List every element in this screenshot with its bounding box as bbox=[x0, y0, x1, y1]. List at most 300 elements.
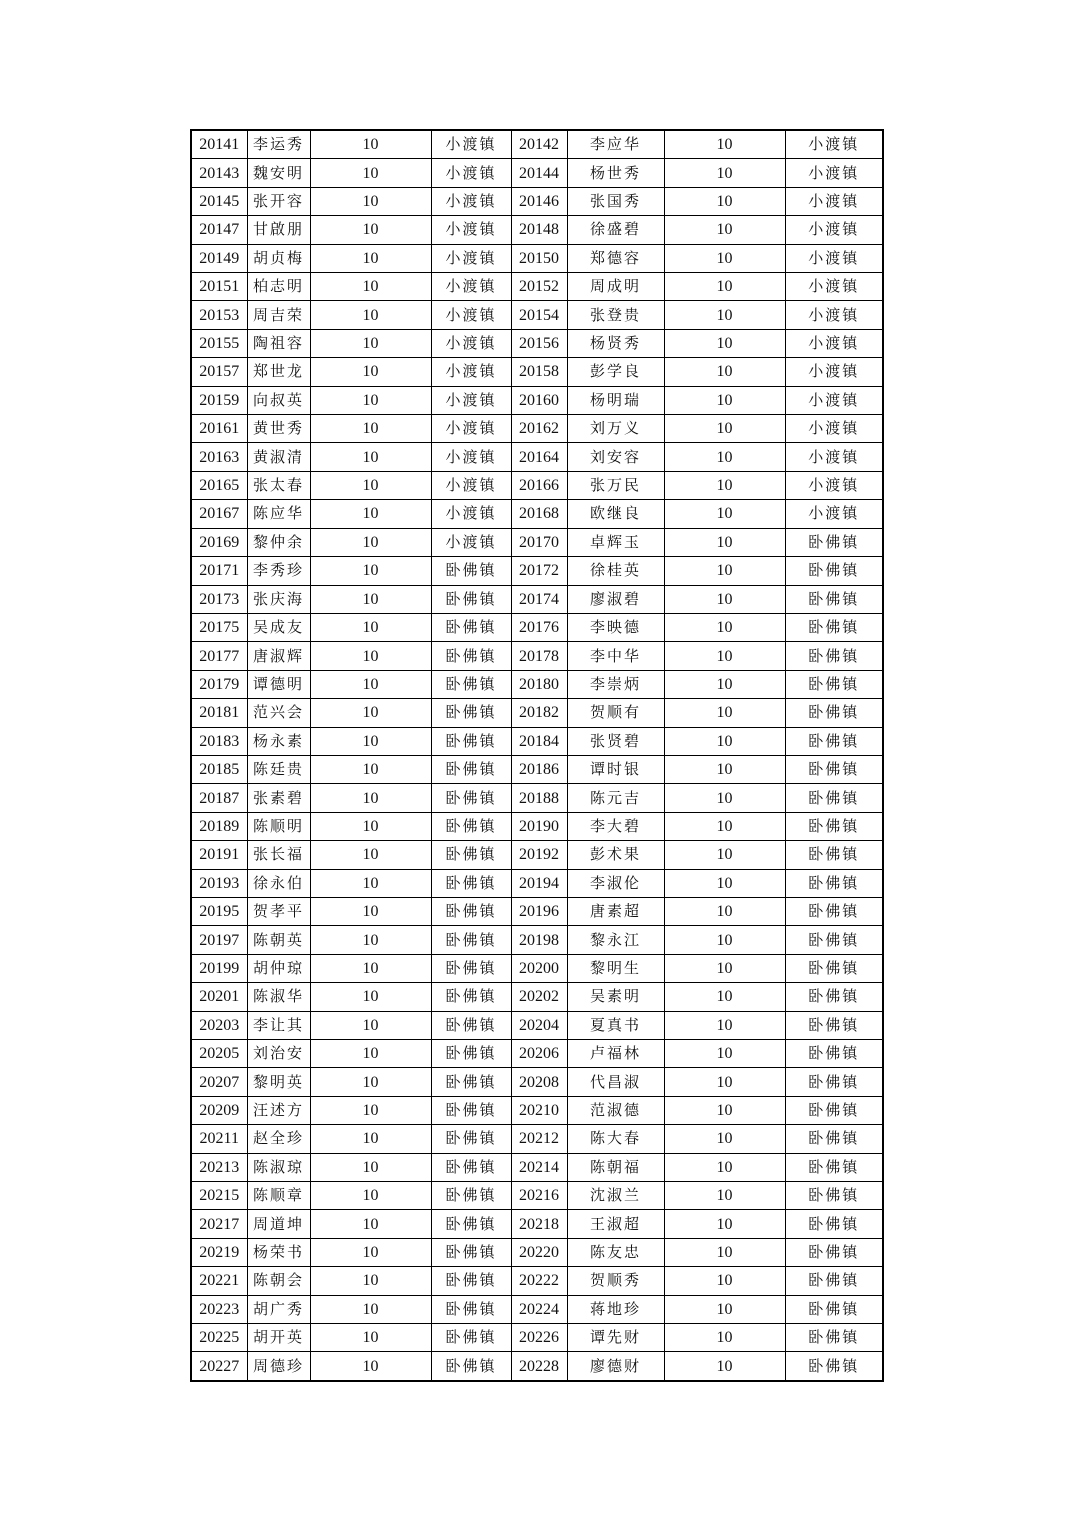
table-row bbox=[191, 1210, 883, 1238]
id-cell: 20143 bbox=[191, 159, 247, 187]
id-cell: 20176 bbox=[511, 613, 567, 641]
id-cell: 20210 bbox=[511, 1096, 567, 1124]
table-row bbox=[191, 187, 883, 215]
name-cell: 张开容 bbox=[247, 187, 310, 215]
amount-cell: 10 bbox=[664, 1153, 785, 1181]
id-cell: 20161 bbox=[191, 415, 247, 443]
name-cell: 王淑超 bbox=[567, 1210, 664, 1238]
amount-cell: 10 bbox=[664, 1040, 785, 1068]
town-cell: 小渡镇 bbox=[785, 329, 883, 357]
name-cell: 沈淑兰 bbox=[567, 1182, 664, 1210]
id-cell: 20157 bbox=[191, 358, 247, 386]
id-cell: 20159 bbox=[191, 386, 247, 414]
id-cell: 20220 bbox=[511, 1238, 567, 1266]
table-row bbox=[191, 358, 883, 386]
town-cell: 卧佛镇 bbox=[431, 1096, 511, 1124]
name-cell: 范淑德 bbox=[567, 1096, 664, 1124]
id-cell: 20207 bbox=[191, 1068, 247, 1096]
table-row bbox=[191, 329, 883, 357]
id-cell: 20177 bbox=[191, 642, 247, 670]
id-cell: 20178 bbox=[511, 642, 567, 670]
amount-cell: 10 bbox=[664, 329, 785, 357]
name-cell: 徐桂英 bbox=[567, 557, 664, 585]
town-cell: 卧佛镇 bbox=[431, 812, 511, 840]
amount-cell: 10 bbox=[310, 273, 431, 301]
amount-cell: 10 bbox=[310, 613, 431, 641]
name-cell: 陈友忠 bbox=[567, 1238, 664, 1266]
amount-cell: 10 bbox=[664, 755, 785, 783]
id-cell: 20194 bbox=[511, 869, 567, 897]
town-cell: 小渡镇 bbox=[431, 301, 511, 329]
town-cell: 卧佛镇 bbox=[785, 954, 883, 982]
table-row bbox=[191, 1182, 883, 1210]
id-cell: 20183 bbox=[191, 727, 247, 755]
name-cell: 赵全珍 bbox=[247, 1125, 310, 1153]
id-cell: 20175 bbox=[191, 613, 247, 641]
town-cell: 卧佛镇 bbox=[431, 1125, 511, 1153]
id-cell: 20142 bbox=[511, 130, 567, 159]
amount-cell: 10 bbox=[664, 841, 785, 869]
id-cell: 20208 bbox=[511, 1068, 567, 1096]
table-row bbox=[191, 443, 883, 471]
name-cell: 贺顺秀 bbox=[567, 1267, 664, 1295]
amount-cell: 10 bbox=[664, 1210, 785, 1238]
id-cell: 20187 bbox=[191, 784, 247, 812]
town-cell: 卧佛镇 bbox=[785, 841, 883, 869]
amount-cell: 10 bbox=[664, 1182, 785, 1210]
town-cell: 卧佛镇 bbox=[431, 699, 511, 727]
name-cell: 黄世秀 bbox=[247, 415, 310, 443]
name-cell: 胡广秀 bbox=[247, 1295, 310, 1323]
amount-cell: 10 bbox=[310, 1352, 431, 1381]
amount-cell: 10 bbox=[310, 1125, 431, 1153]
town-cell: 小渡镇 bbox=[431, 471, 511, 499]
amount-cell: 10 bbox=[664, 273, 785, 301]
town-cell: 卧佛镇 bbox=[431, 670, 511, 698]
id-cell: 20150 bbox=[511, 244, 567, 272]
town-cell: 卧佛镇 bbox=[785, 585, 883, 613]
id-cell: 20182 bbox=[511, 699, 567, 727]
name-cell: 彭术果 bbox=[567, 841, 664, 869]
table-row bbox=[191, 1238, 883, 1266]
id-cell: 20200 bbox=[511, 954, 567, 982]
town-cell: 卧佛镇 bbox=[431, 1210, 511, 1238]
name-cell: 李秀珍 bbox=[247, 557, 310, 585]
amount-cell: 10 bbox=[310, 727, 431, 755]
roster-table bbox=[190, 129, 884, 1382]
id-cell: 20204 bbox=[511, 1011, 567, 1039]
id-cell: 20168 bbox=[511, 500, 567, 528]
name-cell: 贺顺有 bbox=[567, 699, 664, 727]
amount-cell: 10 bbox=[310, 1324, 431, 1352]
town-cell: 小渡镇 bbox=[785, 500, 883, 528]
table-row bbox=[191, 926, 883, 954]
town-cell: 卧佛镇 bbox=[785, 613, 883, 641]
name-cell: 陶祖容 bbox=[247, 329, 310, 357]
name-cell: 周吉荣 bbox=[247, 301, 310, 329]
id-cell: 20158 bbox=[511, 358, 567, 386]
amount-cell: 10 bbox=[664, 415, 785, 443]
id-cell: 20147 bbox=[191, 216, 247, 244]
id-cell: 20201 bbox=[191, 983, 247, 1011]
amount-cell: 10 bbox=[310, 415, 431, 443]
town-cell: 卧佛镇 bbox=[431, 869, 511, 897]
amount-cell: 10 bbox=[664, 1295, 785, 1323]
amount-cell: 10 bbox=[310, 841, 431, 869]
id-cell: 20164 bbox=[511, 443, 567, 471]
name-cell: 谭德明 bbox=[247, 670, 310, 698]
amount-cell: 10 bbox=[664, 130, 785, 159]
amount-cell: 10 bbox=[664, 784, 785, 812]
name-cell: 杨世秀 bbox=[567, 159, 664, 187]
amount-cell: 10 bbox=[664, 1096, 785, 1124]
id-cell: 20196 bbox=[511, 897, 567, 925]
name-cell: 郑德容 bbox=[567, 244, 664, 272]
name-cell: 吴成友 bbox=[247, 613, 310, 641]
amount-cell: 10 bbox=[310, 443, 431, 471]
name-cell: 陈朝英 bbox=[247, 926, 310, 954]
id-cell: 20193 bbox=[191, 869, 247, 897]
id-cell: 20153 bbox=[191, 301, 247, 329]
town-cell: 卧佛镇 bbox=[785, 755, 883, 783]
amount-cell: 10 bbox=[664, 869, 785, 897]
table-row bbox=[191, 897, 883, 925]
amount-cell: 10 bbox=[310, 1210, 431, 1238]
id-cell: 20186 bbox=[511, 755, 567, 783]
table-row bbox=[191, 727, 883, 755]
table-row bbox=[191, 869, 883, 897]
amount-cell: 10 bbox=[310, 784, 431, 812]
town-cell: 小渡镇 bbox=[785, 244, 883, 272]
name-cell: 陈顺章 bbox=[247, 1182, 310, 1210]
name-cell: 唐素超 bbox=[567, 897, 664, 925]
name-cell: 李映德 bbox=[567, 613, 664, 641]
name-cell: 陈朝福 bbox=[567, 1153, 664, 1181]
name-cell: 柏志明 bbox=[247, 273, 310, 301]
id-cell: 20198 bbox=[511, 926, 567, 954]
town-cell: 卧佛镇 bbox=[431, 613, 511, 641]
town-cell: 卧佛镇 bbox=[431, 1267, 511, 1295]
name-cell: 陈大春 bbox=[567, 1125, 664, 1153]
name-cell: 杨荣书 bbox=[247, 1238, 310, 1266]
amount-cell: 10 bbox=[310, 1011, 431, 1039]
town-cell: 卧佛镇 bbox=[785, 897, 883, 925]
amount-cell: 10 bbox=[664, 187, 785, 215]
amount-cell: 10 bbox=[310, 187, 431, 215]
town-cell: 卧佛镇 bbox=[431, 841, 511, 869]
town-cell: 卧佛镇 bbox=[431, 1352, 511, 1381]
id-cell: 20155 bbox=[191, 329, 247, 357]
id-cell: 20215 bbox=[191, 1182, 247, 1210]
town-cell: 卧佛镇 bbox=[785, 784, 883, 812]
town-cell: 卧佛镇 bbox=[785, 727, 883, 755]
amount-cell: 10 bbox=[310, 812, 431, 840]
town-cell: 卧佛镇 bbox=[785, 1324, 883, 1352]
id-cell: 20214 bbox=[511, 1153, 567, 1181]
amount-cell: 10 bbox=[664, 727, 785, 755]
town-cell: 卧佛镇 bbox=[431, 1068, 511, 1096]
name-cell: 谭时银 bbox=[567, 755, 664, 783]
amount-cell: 10 bbox=[310, 386, 431, 414]
town-cell: 小渡镇 bbox=[431, 130, 511, 159]
table-row bbox=[191, 301, 883, 329]
town-cell: 卧佛镇 bbox=[785, 1295, 883, 1323]
table-row bbox=[191, 841, 883, 869]
amount-cell: 10 bbox=[310, 358, 431, 386]
name-cell: 郑世龙 bbox=[247, 358, 310, 386]
id-cell: 20222 bbox=[511, 1267, 567, 1295]
table-row bbox=[191, 1324, 883, 1352]
town-cell: 卧佛镇 bbox=[785, 1096, 883, 1124]
name-cell: 蒋地珍 bbox=[567, 1295, 664, 1323]
id-cell: 20199 bbox=[191, 954, 247, 982]
name-cell: 魏安明 bbox=[247, 159, 310, 187]
name-cell: 陈顺明 bbox=[247, 812, 310, 840]
amount-cell: 10 bbox=[664, 443, 785, 471]
amount-cell: 10 bbox=[310, 329, 431, 357]
table-row bbox=[191, 1352, 883, 1381]
amount-cell: 10 bbox=[664, 386, 785, 414]
amount-cell: 10 bbox=[310, 897, 431, 925]
id-cell: 20152 bbox=[511, 273, 567, 301]
town-cell: 卧佛镇 bbox=[431, 1040, 511, 1068]
amount-cell: 10 bbox=[310, 954, 431, 982]
amount-cell: 10 bbox=[310, 1153, 431, 1181]
name-cell: 李崇炳 bbox=[567, 670, 664, 698]
name-cell: 徐盛碧 bbox=[567, 216, 664, 244]
town-cell: 卧佛镇 bbox=[785, 642, 883, 670]
town-cell: 卧佛镇 bbox=[785, 699, 883, 727]
amount-cell: 10 bbox=[310, 585, 431, 613]
id-cell: 20195 bbox=[191, 897, 247, 925]
table-row bbox=[191, 1153, 883, 1181]
amount-cell: 10 bbox=[664, 557, 785, 585]
name-cell: 刘安容 bbox=[567, 443, 664, 471]
amount-cell: 10 bbox=[664, 926, 785, 954]
town-cell: 卧佛镇 bbox=[431, 1324, 511, 1352]
id-cell: 20212 bbox=[511, 1125, 567, 1153]
name-cell: 陈应华 bbox=[247, 500, 310, 528]
name-cell: 陈淑华 bbox=[247, 983, 310, 1011]
town-cell: 卧佛镇 bbox=[785, 1182, 883, 1210]
amount-cell: 10 bbox=[310, 1238, 431, 1266]
name-cell: 贺孝平 bbox=[247, 897, 310, 925]
town-cell: 小渡镇 bbox=[431, 528, 511, 556]
town-cell: 卧佛镇 bbox=[785, 1011, 883, 1039]
name-cell: 夏真书 bbox=[567, 1011, 664, 1039]
amount-cell: 10 bbox=[310, 1068, 431, 1096]
id-cell: 20188 bbox=[511, 784, 567, 812]
town-cell: 卧佛镇 bbox=[431, 983, 511, 1011]
name-cell: 陈廷贵 bbox=[247, 755, 310, 783]
id-cell: 20141 bbox=[191, 130, 247, 159]
id-cell: 20219 bbox=[191, 1238, 247, 1266]
amount-cell: 10 bbox=[310, 1267, 431, 1295]
table-row bbox=[191, 415, 883, 443]
name-cell: 廖淑碧 bbox=[567, 585, 664, 613]
town-cell: 卧佛镇 bbox=[431, 1238, 511, 1266]
town-cell: 小渡镇 bbox=[431, 187, 511, 215]
amount-cell: 10 bbox=[664, 699, 785, 727]
town-cell: 卧佛镇 bbox=[785, 983, 883, 1011]
id-cell: 20144 bbox=[511, 159, 567, 187]
id-cell: 20202 bbox=[511, 983, 567, 1011]
id-cell: 20162 bbox=[511, 415, 567, 443]
town-cell: 小渡镇 bbox=[785, 415, 883, 443]
name-cell: 杨永素 bbox=[247, 727, 310, 755]
id-cell: 20217 bbox=[191, 1210, 247, 1238]
amount-cell: 10 bbox=[664, 1068, 785, 1096]
name-cell: 欧继良 bbox=[567, 500, 664, 528]
amount-cell: 10 bbox=[310, 557, 431, 585]
name-cell: 向叔英 bbox=[247, 386, 310, 414]
table-row bbox=[191, 670, 883, 698]
id-cell: 20169 bbox=[191, 528, 247, 556]
town-cell: 小渡镇 bbox=[431, 443, 511, 471]
id-cell: 20173 bbox=[191, 585, 247, 613]
amount-cell: 10 bbox=[310, 1182, 431, 1210]
amount-cell: 10 bbox=[664, 1011, 785, 1039]
name-cell: 李中华 bbox=[567, 642, 664, 670]
name-cell: 卓辉玉 bbox=[567, 528, 664, 556]
name-cell: 唐淑辉 bbox=[247, 642, 310, 670]
name-cell: 李淑伦 bbox=[567, 869, 664, 897]
town-cell: 小渡镇 bbox=[785, 358, 883, 386]
amount-cell: 10 bbox=[310, 528, 431, 556]
name-cell: 周德珍 bbox=[247, 1352, 310, 1381]
town-cell: 卧佛镇 bbox=[785, 1238, 883, 1266]
id-cell: 20205 bbox=[191, 1040, 247, 1068]
name-cell: 卢福林 bbox=[567, 1040, 664, 1068]
name-cell: 杨明瑞 bbox=[567, 386, 664, 414]
table-row bbox=[191, 1267, 883, 1295]
name-cell: 黄淑清 bbox=[247, 443, 310, 471]
name-cell: 陈元吉 bbox=[567, 784, 664, 812]
id-cell: 20209 bbox=[191, 1096, 247, 1124]
table-row bbox=[191, 784, 883, 812]
table-row bbox=[191, 244, 883, 272]
amount-cell: 10 bbox=[664, 216, 785, 244]
name-cell: 廖德财 bbox=[567, 1352, 664, 1381]
table-row bbox=[191, 1295, 883, 1323]
id-cell: 20170 bbox=[511, 528, 567, 556]
id-cell: 20156 bbox=[511, 329, 567, 357]
amount-cell: 10 bbox=[664, 642, 785, 670]
name-cell: 李运秀 bbox=[247, 130, 310, 159]
town-cell: 卧佛镇 bbox=[785, 1153, 883, 1181]
amount-cell: 10 bbox=[310, 130, 431, 159]
id-cell: 20181 bbox=[191, 699, 247, 727]
id-cell: 20226 bbox=[511, 1324, 567, 1352]
table-row bbox=[191, 159, 883, 187]
table-row bbox=[191, 642, 883, 670]
id-cell: 20225 bbox=[191, 1324, 247, 1352]
id-cell: 20148 bbox=[511, 216, 567, 244]
town-cell: 卧佛镇 bbox=[431, 557, 511, 585]
table-row bbox=[191, 755, 883, 783]
id-cell: 20179 bbox=[191, 670, 247, 698]
amount-cell: 10 bbox=[310, 926, 431, 954]
name-cell: 陈淑琼 bbox=[247, 1153, 310, 1181]
town-cell: 卧佛镇 bbox=[785, 1040, 883, 1068]
town-cell: 卧佛镇 bbox=[785, 557, 883, 585]
amount-cell: 10 bbox=[664, 613, 785, 641]
town-cell: 小渡镇 bbox=[431, 244, 511, 272]
amount-cell: 10 bbox=[310, 1096, 431, 1124]
id-cell: 20146 bbox=[511, 187, 567, 215]
name-cell: 张贤碧 bbox=[567, 727, 664, 755]
town-cell: 小渡镇 bbox=[785, 471, 883, 499]
name-cell: 黎明英 bbox=[247, 1068, 310, 1096]
id-cell: 20174 bbox=[511, 585, 567, 613]
table-row bbox=[191, 1125, 883, 1153]
table-row bbox=[191, 386, 883, 414]
table-row bbox=[191, 1011, 883, 1039]
town-cell: 卧佛镇 bbox=[431, 1182, 511, 1210]
id-cell: 20163 bbox=[191, 443, 247, 471]
id-cell: 20218 bbox=[511, 1210, 567, 1238]
amount-cell: 10 bbox=[310, 1040, 431, 1068]
town-cell: 小渡镇 bbox=[431, 273, 511, 301]
table-row bbox=[191, 954, 883, 982]
town-cell: 小渡镇 bbox=[785, 216, 883, 244]
amount-cell: 10 bbox=[310, 755, 431, 783]
id-cell: 20190 bbox=[511, 812, 567, 840]
town-cell: 卧佛镇 bbox=[785, 1125, 883, 1153]
id-cell: 20154 bbox=[511, 301, 567, 329]
name-cell: 张庆海 bbox=[247, 585, 310, 613]
name-cell: 彭学良 bbox=[567, 358, 664, 386]
amount-cell: 10 bbox=[664, 244, 785, 272]
roster-table-body bbox=[191, 130, 883, 1381]
amount-cell: 10 bbox=[310, 670, 431, 698]
amount-cell: 10 bbox=[310, 983, 431, 1011]
amount-cell: 10 bbox=[664, 897, 785, 925]
id-cell: 20145 bbox=[191, 187, 247, 215]
id-cell: 20228 bbox=[511, 1352, 567, 1381]
id-cell: 20185 bbox=[191, 755, 247, 783]
name-cell: 黎仲余 bbox=[247, 528, 310, 556]
name-cell: 张素碧 bbox=[247, 784, 310, 812]
town-cell: 小渡镇 bbox=[431, 358, 511, 386]
amount-cell: 10 bbox=[664, 159, 785, 187]
amount-cell: 10 bbox=[664, 812, 785, 840]
amount-cell: 10 bbox=[310, 1295, 431, 1323]
id-cell: 20191 bbox=[191, 841, 247, 869]
id-cell: 20224 bbox=[511, 1295, 567, 1323]
town-cell: 卧佛镇 bbox=[785, 812, 883, 840]
table-row bbox=[191, 528, 883, 556]
name-cell: 吴素明 bbox=[567, 983, 664, 1011]
name-cell: 代昌淑 bbox=[567, 1068, 664, 1096]
table-row bbox=[191, 613, 883, 641]
amount-cell: 10 bbox=[664, 585, 785, 613]
town-cell: 小渡镇 bbox=[785, 130, 883, 159]
id-cell: 20192 bbox=[511, 841, 567, 869]
town-cell: 卧佛镇 bbox=[785, 1068, 883, 1096]
table-row bbox=[191, 500, 883, 528]
table-row bbox=[191, 812, 883, 840]
amount-cell: 10 bbox=[664, 528, 785, 556]
id-cell: 20160 bbox=[511, 386, 567, 414]
id-cell: 20171 bbox=[191, 557, 247, 585]
amount-cell: 10 bbox=[664, 1238, 785, 1266]
town-cell: 小渡镇 bbox=[785, 187, 883, 215]
town-cell: 小渡镇 bbox=[785, 159, 883, 187]
name-cell: 张长福 bbox=[247, 841, 310, 869]
town-cell: 卧佛镇 bbox=[785, 1352, 883, 1381]
name-cell: 范兴会 bbox=[247, 699, 310, 727]
